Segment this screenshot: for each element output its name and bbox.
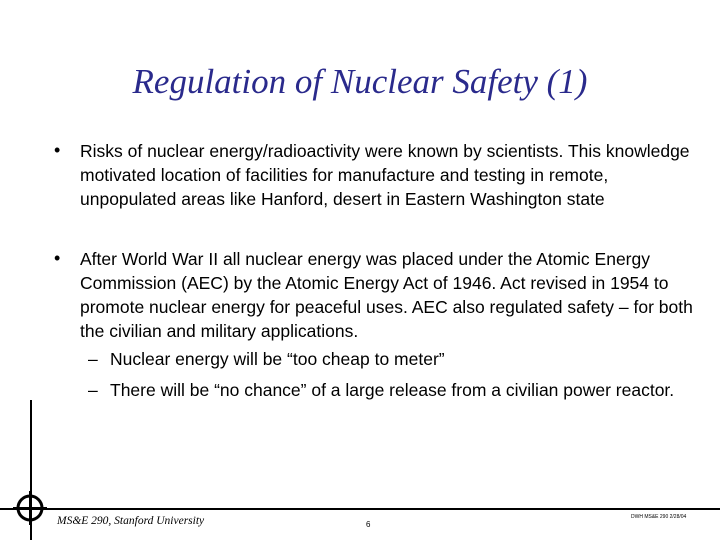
bullet-marker: •: [54, 140, 61, 160]
subbullet-marker: –: [88, 349, 98, 369]
bullet-marker: •: [54, 248, 61, 268]
slide-title: Regulation of Nuclear Safety (1): [132, 62, 588, 101]
subbullet-marker: –: [88, 380, 98, 400]
subbullet-text: There will be “no chance” of a large release from a civilian power reactor.: [110, 380, 675, 400]
footer-rule: [0, 508, 720, 510]
page-number: 6: [366, 520, 371, 529]
footer-meta: DWH MS&E 290 2/28/04: [631, 514, 687, 520]
bullet-text: Risks of nuclear energy/radioactivity were known by scientists. This knowledge motivated location of facilities for manufacture and testing in remote, unpopulated areas like Hanford, desert in Eastern Washington state: [80, 141, 690, 209]
bullet-text: After World War II all nuclear energy was placed under the Atomic Energy Commission (AEC) by the Atomic Energy Act of 1946. Act revised in 1954 to promote nuclear energy for peaceful uses. AEC also regulated safety – for both the civilian and military applications.: [80, 249, 693, 341]
crosshair-logo-icon: [13, 491, 47, 525]
footer-course: MS&E 290, Stanford University: [57, 515, 205, 527]
subbullet-text: Nuclear energy will be “too cheap to meter”: [110, 349, 445, 369]
